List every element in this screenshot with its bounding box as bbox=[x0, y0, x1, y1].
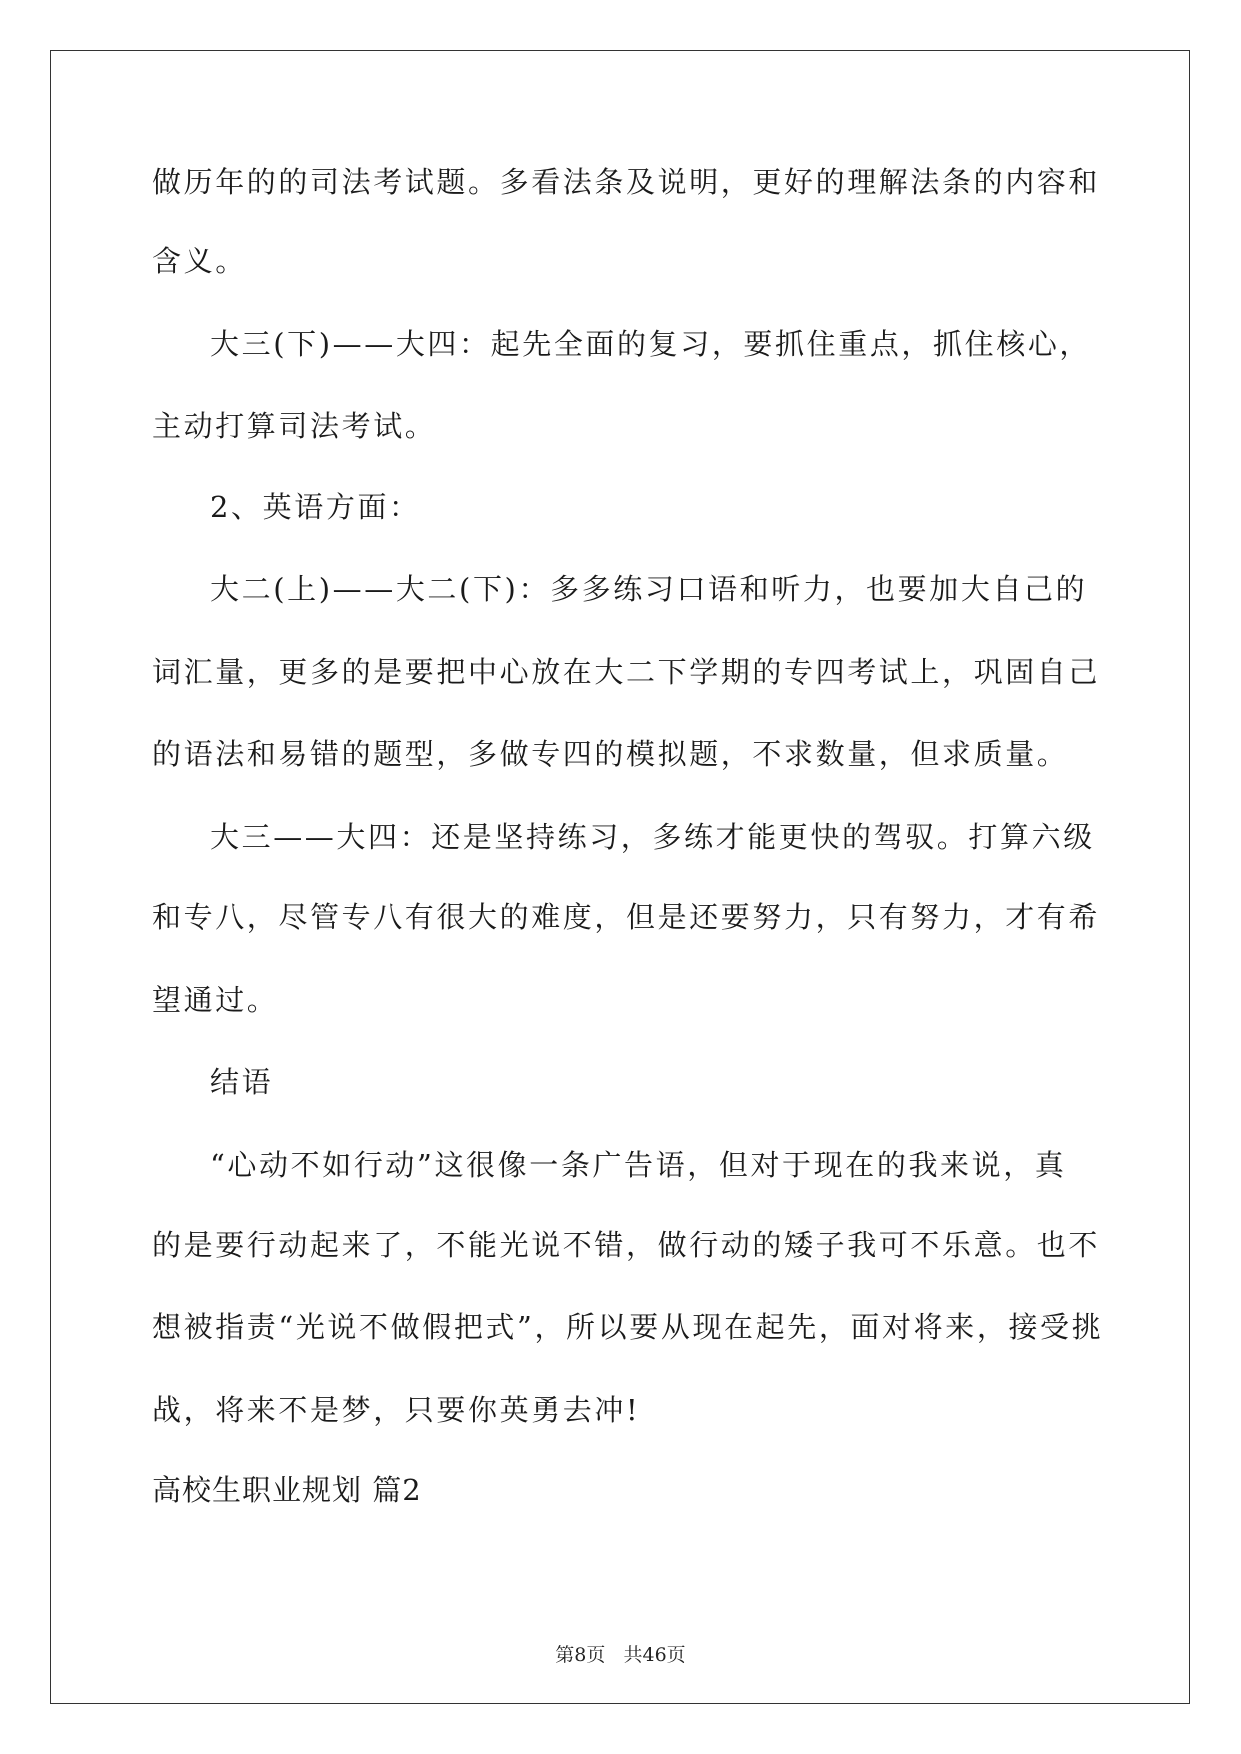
page-border bbox=[50, 50, 1190, 1704]
chapter-title: 高校生职业规划 篇2 bbox=[152, 1473, 422, 1507]
text-line: 的是要行动起来了，不能光说不错，做行动的矮子我可不乐意。也不 bbox=[152, 1228, 1101, 1262]
text-line: 战，将来不是梦，只要你英勇去冲! bbox=[152, 1393, 641, 1427]
page-number: 第8页 共46页 bbox=[555, 1644, 686, 1666]
section-heading: 2、英语方面： bbox=[210, 490, 421, 524]
text-line: 大二(上)——大二(下)：多多练习口语和听力，也要加大自己的 bbox=[210, 572, 1088, 606]
text-line: “心动不如行动”这很像一条广告语，但对于现在的我来说，真 bbox=[210, 1148, 1067, 1182]
text-line: 主动打算司法考试。 bbox=[152, 409, 437, 443]
text-line: 做历年的的司法考试题。多看法条及说明，更好的理解法条的内容和 bbox=[152, 165, 1101, 199]
text-line: 想被指责“光说不做假把式”，所以要从现在起先，面对将来，接受挑 bbox=[152, 1310, 1104, 1344]
text-line: 和专八，尽管专八有很大的难度，但是还要努力，只有努力，才有希 bbox=[152, 900, 1101, 934]
text-line: 大三(下)——大四：起先全面的复习，要抓住重点，抓住核心， bbox=[210, 327, 1092, 361]
text-line: 的语法和易错的题型，多做专四的模拟题，不求数量，但求质量。 bbox=[152, 737, 1069, 771]
text-line: 词汇量，更多的是要把中心放在大二下学期的专四考试上，巩固自己 bbox=[152, 655, 1101, 689]
text-line: 望通过。 bbox=[152, 983, 279, 1017]
text-line: 大三——大四：还是坚持练习，多练才能更快的驾驭。打算六级 bbox=[210, 820, 1095, 854]
section-heading: 结语 bbox=[210, 1065, 274, 1099]
text-line: 含义。 bbox=[152, 244, 247, 278]
